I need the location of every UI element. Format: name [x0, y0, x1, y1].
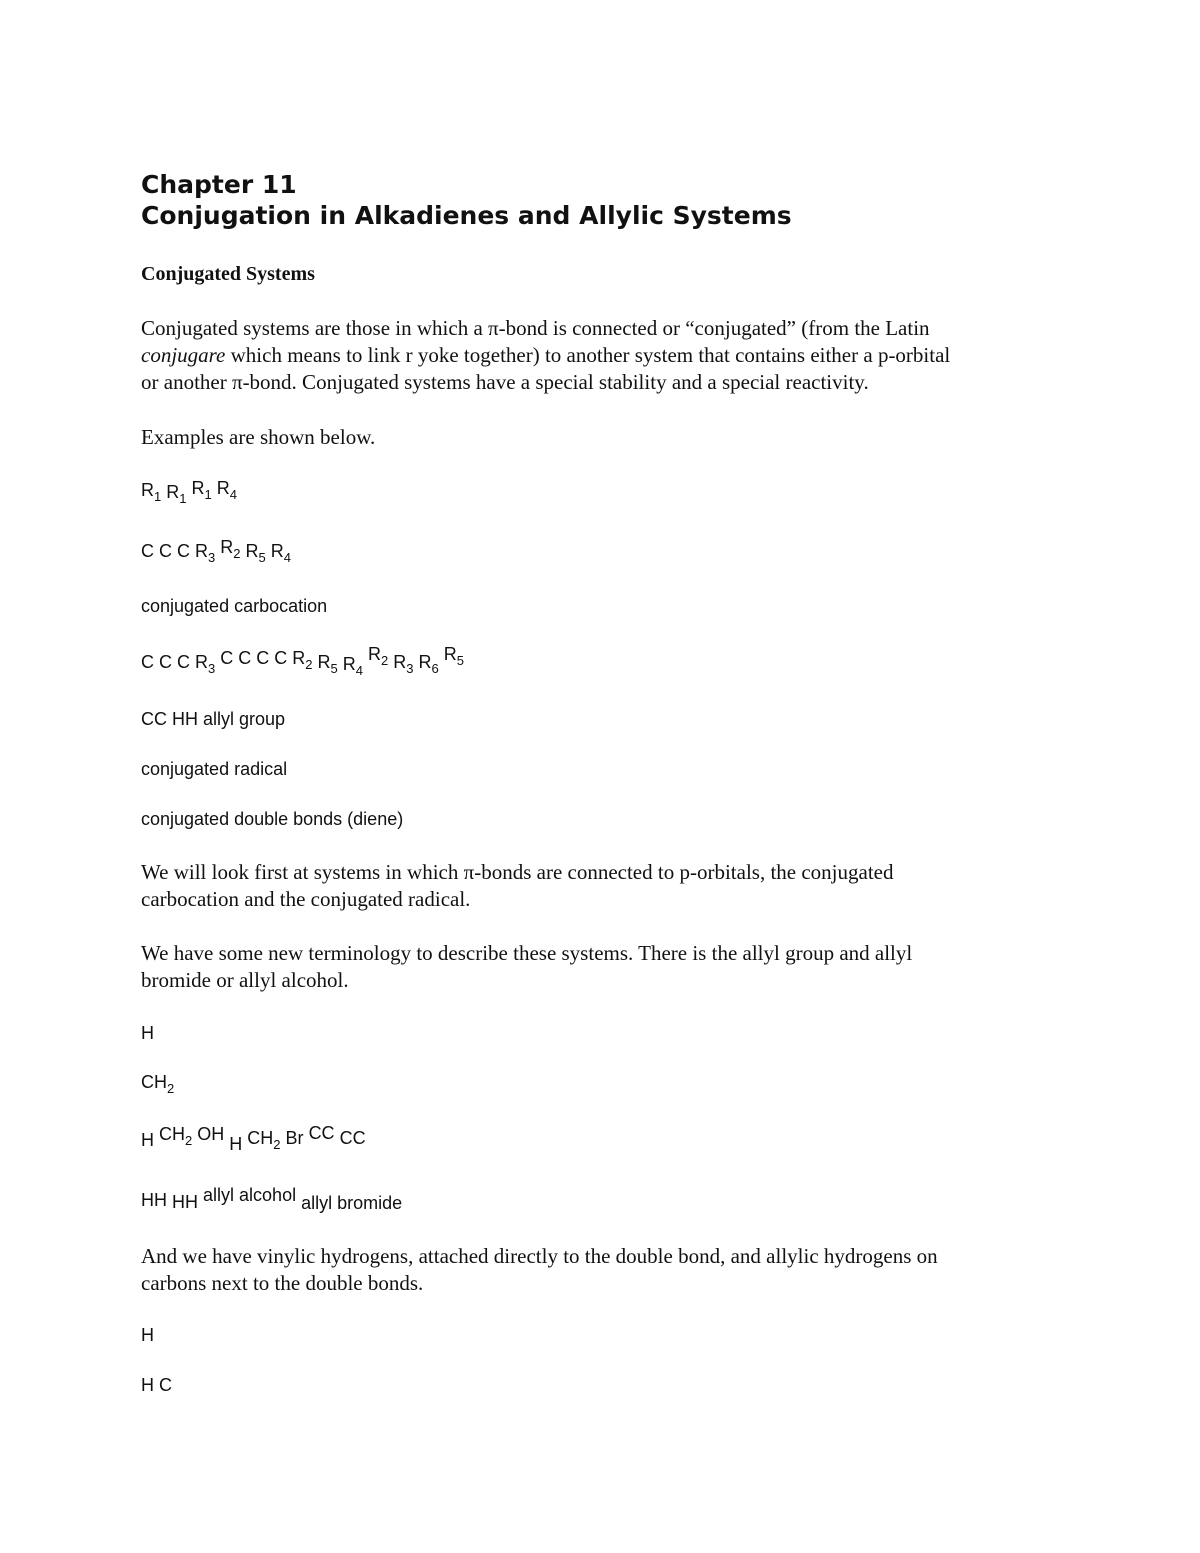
para3-line2: carbocation and the conjugated radical. — [141, 887, 471, 911]
diagram1-row3: C C C $R_3$ C C C C R2 $R_5$ $R_4$ R2 $R_3$ $R_6$ R5 — [141, 644, 464, 678]
diagram1-caption-carbocation: conjugated carbocation — [141, 596, 328, 616]
section-heading: Conjugated Systems — [141, 263, 315, 285]
diagram3-hc: H C — [141, 1375, 172, 1395]
diagram1-allyl-group: CC HH allyl group — [141, 709, 286, 729]
para1-line2 — [141, 342, 950, 369]
para1-line2-rest: which means to link r yoke together) to another system that contains either a p-orbital — [225, 343, 951, 367]
diagram1-caption-diene: conjugated double bonds (diene) — [141, 809, 404, 829]
para5-line2: carbons next to the double bonds. — [141, 1271, 424, 1295]
diagram2-labels: HH HH allyl alcohol allyl bromide — [141, 1185, 403, 1213]
diagram1-caption-radical: conjugated radical — [141, 759, 288, 779]
diagram1-row2: C C C $R_3$ R2 $R_5$ $R_4$ — [141, 537, 291, 565]
chapter-title: Conjugation in Alkadienes and Allylic Systems — [141, 201, 792, 230]
para4-line2: bromide or allyl alcohol. — [141, 968, 349, 992]
diagram2-ch2: $CH_2$ — [141, 1072, 175, 1096]
diagram2-h: H — [141, 1023, 154, 1043]
diagram2-row: H CH2 OH H $CH_2$ Br CC CC — [141, 1123, 366, 1154]
para5-line1: And we have vinylic hydrogens, attached directly to the double bond, and allylic hydrogens on — [141, 1244, 938, 1268]
para1-line3: or another π-bond. Conjugated systems have a special stability and a special reactivity. — [141, 370, 869, 394]
chapter-number: Chapter 11 — [141, 170, 297, 199]
para2: Examples are shown below. — [141, 425, 376, 449]
para4-line1: We have some new terminology to describe these systems. There is the allyl group and allyl — [141, 941, 913, 965]
latin-term: conjugare — [141, 343, 226, 367]
para1-line1: Conjugated systems are those in which a π-bond is connected or “conjugated” (from the Latin — [141, 316, 930, 340]
diagram3-h: H — [141, 1325, 154, 1345]
diagram1-row1: $R_1$ $R_1$ R1 R4 — [141, 478, 237, 506]
para3-line1: We will look first at systems in which π-bonds are connected to p-orbitals, the conjugated — [141, 860, 894, 884]
